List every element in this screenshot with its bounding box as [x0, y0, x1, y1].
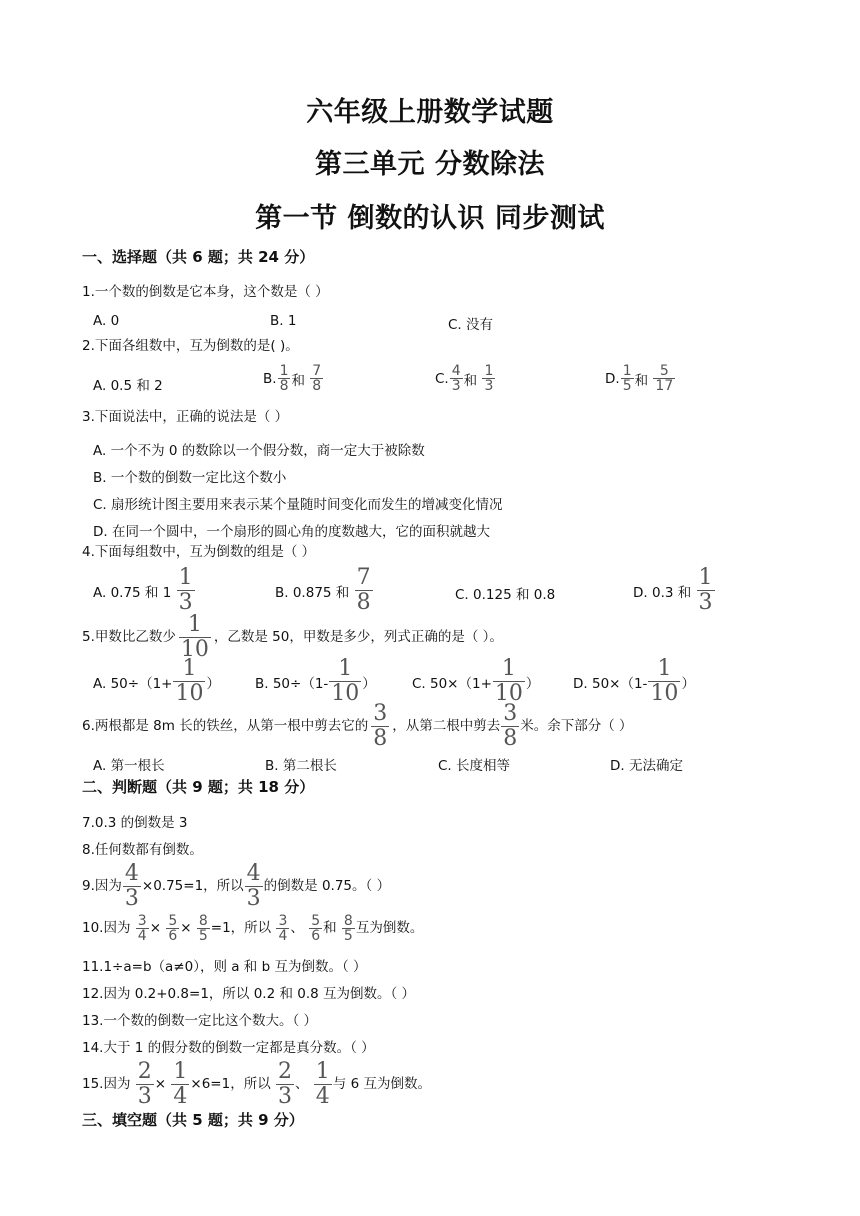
q5-option-c: C. 50×（1+ 1 10 ）	[412, 656, 540, 706]
q1-option-b: B. 1	[270, 313, 297, 329]
q5-option-a: A. 50÷（1+ 1 10 ）	[93, 656, 220, 706]
q3-option-b: B. 一个数的倒数一定比这个数小	[93, 470, 287, 486]
q7: 7.0.3 的倒数是 3	[82, 815, 188, 831]
fraction: 7 8	[356, 565, 371, 615]
q3-option-c: C. 扇形统计图主要用来表示某个量随时间变化而发生的增减变化情况	[93, 497, 503, 513]
fraction: 1 10	[494, 656, 523, 706]
q10: 10.因为 3 4 × 5 6 × 8 5 =1，所以 3 4 、 5 6 和 8 5 互为倒数。	[82, 913, 424, 944]
q5-option-b: B. 50÷（1- 1 10 ）	[255, 656, 376, 706]
fraction: 8 5	[198, 913, 208, 944]
q4-option-d: D. 0.3 和 1 3	[633, 565, 713, 615]
fraction: 5 6	[168, 913, 178, 944]
q5-option-d: D. 50×（1- 1 10 ）	[573, 656, 695, 706]
fraction: 3 8	[503, 701, 518, 751]
fraction: 5 6	[311, 913, 321, 944]
section-heading-choice: 一、选择题（共 6 题；共 24 分）	[82, 248, 315, 266]
title-unit: 第三单元 分数除法	[315, 149, 545, 180]
title-grade: 六年级上册数学试题	[306, 97, 554, 128]
q2-option-d: D. 1 5 和 5 17	[605, 363, 674, 394]
q4-option-a: A. 0.75 和 1 1 3	[93, 565, 193, 615]
fraction: 1 5	[622, 363, 632, 394]
q15: 15.因为 2 3 × 1 4 ×6=1，所以 2 3 、 1 4 与 6 互为倒数。	[82, 1059, 431, 1109]
q1-option-a: A. 0	[93, 313, 120, 329]
fraction: 4 3	[451, 363, 461, 394]
fraction: 3 4	[137, 913, 147, 944]
fraction: 5 17	[655, 363, 674, 394]
q5-stem: 5.甲数比乙数少 1 10 ，乙数是 50，甲数是多少，列式正确的是（ ）。	[82, 612, 503, 662]
q8: 8.任何数都有倒数。	[82, 842, 203, 858]
q9: 9.因为 4 3 ×0.75=1，所以 4 3 的倒数是 0.75。（ ）	[82, 861, 391, 911]
section-heading-judge: 二、判断题（共 9 题；共 18 分）	[82, 778, 315, 796]
q6-stem: 6.两根都是 8m 长的铁丝，从第一根中剪去它的 3 8 ，从第二根中剪去 3 8 米。余下部分（ ）	[82, 701, 633, 751]
fraction: 7 8	[312, 363, 322, 394]
q1-stem: 1.一个数的倒数是它本身，这个数是（ ）	[82, 284, 329, 300]
fraction: 1 10	[180, 612, 209, 662]
q1-option-c: C. 没有	[448, 317, 494, 333]
q2-option-b: B. 1 8 和 7 8	[263, 363, 322, 394]
q14: 14.大于 1 的假分数的倒数一定都是真分数。（ ）	[82, 1040, 375, 1056]
fraction: 1 3	[178, 565, 193, 615]
q12: 12.因为 0.2+0.8=1，所以 0.2 和 0.8 互为倒数。（ ）	[82, 986, 416, 1002]
q6-option-c: C. 长度相等	[438, 758, 511, 774]
fraction: 8 5	[343, 913, 353, 944]
fraction: 1 10	[175, 656, 204, 706]
fraction: 1 3	[484, 363, 494, 394]
fraction: 1 4	[315, 1059, 330, 1109]
fraction: 2 3	[278, 1059, 292, 1109]
q6-option-d: D. 无法确定	[610, 758, 683, 774]
q6-option-b: B. 第二根长	[265, 758, 337, 774]
title-section: 第一节 倒数的认识 同步测试	[255, 203, 605, 234]
q4-stem: 4.下面每组数中，互为倒数的组是（ ）	[82, 544, 316, 560]
q2-option-a: A. 0.5 和 2	[93, 378, 163, 394]
q4-option-b: B. 0.875 和 7 8	[275, 565, 371, 615]
q6-option-a: A. 第一根长	[93, 758, 165, 774]
fraction: 1 4	[173, 1059, 188, 1109]
fraction: 3 8	[373, 701, 388, 751]
section-heading-fill: 三、填空题（共 5 题；共 9 分）	[82, 1111, 304, 1129]
q3-option-a: A. 一个不为 0 的数除以一个假分数，商一定大于被除数	[93, 443, 425, 459]
q3-option-d: D. 在同一个圆中，一个扇形的圆心角的度数越大，它的面积就越大	[93, 524, 490, 540]
fraction: 4 3	[124, 861, 139, 911]
q13: 13.一个数的倒数一定比这个数大。（ ）	[82, 1013, 318, 1029]
fraction: 4 3	[246, 861, 261, 911]
q2-option-c: C. 4 3 和 1 3	[435, 363, 494, 394]
fraction: 3 4	[278, 913, 288, 944]
fraction: 1 10	[650, 656, 679, 706]
q4-option-c: C. 0.125 和 0.8	[455, 587, 556, 603]
q2-stem: 2.下面各组数中，互为倒数的是( )。	[82, 338, 299, 354]
fraction: 1 10	[331, 656, 360, 706]
fraction: 1 8	[279, 363, 289, 394]
fraction: 2 3	[137, 1059, 152, 1109]
fraction: 1 3	[698, 565, 713, 615]
q11: 11.1÷a=b（a≠0），则 a 和 b 互为倒数。（ ）	[82, 959, 367, 975]
q3-stem: 3.下面说法中，正确的说法是（ ）	[82, 409, 289, 425]
